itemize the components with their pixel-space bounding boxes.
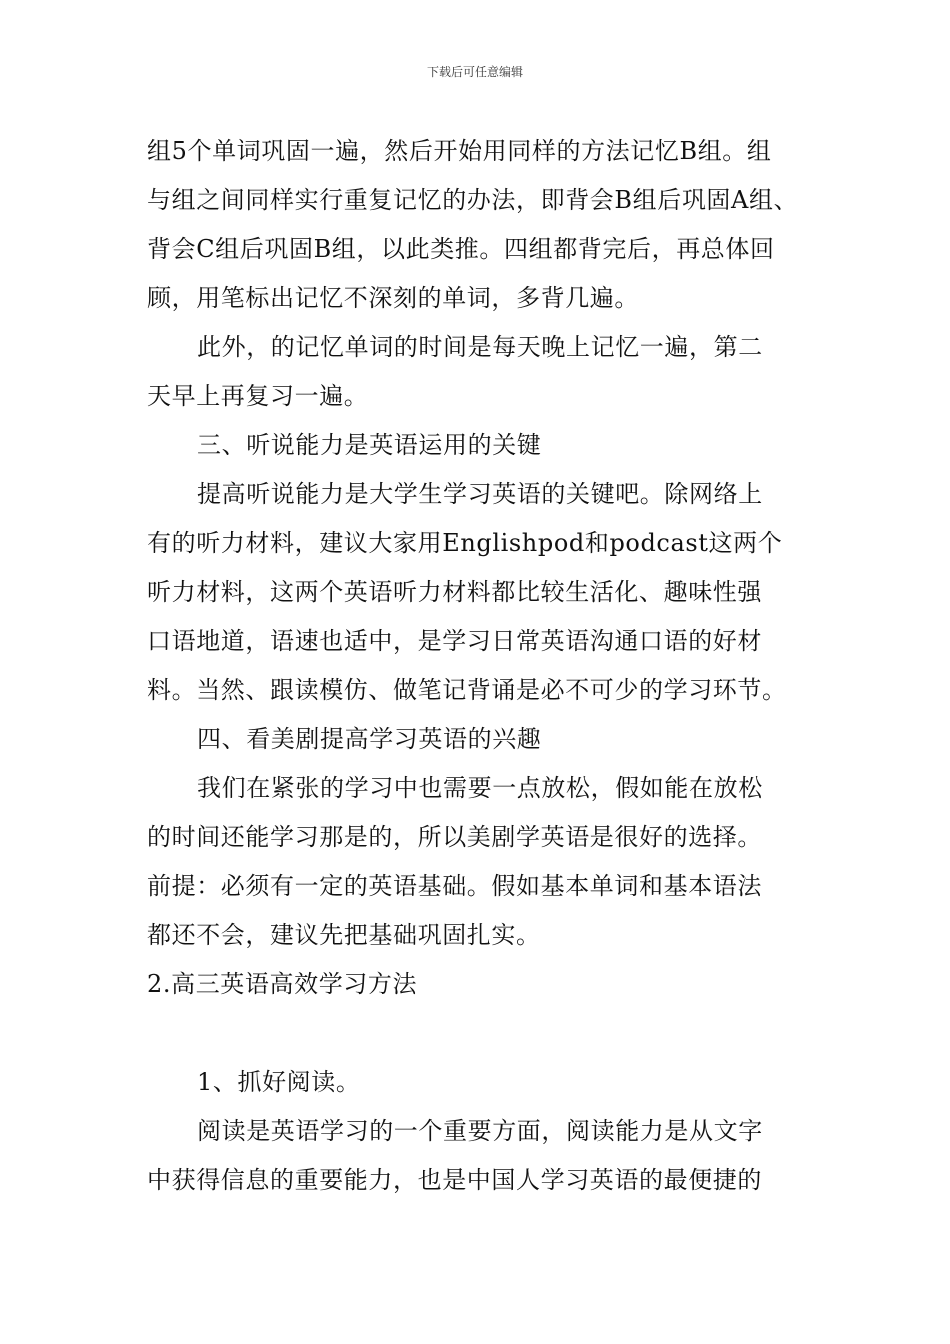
section-title: 2.高三英语高效学习方法 [147, 970, 418, 998]
paragraph-line: 料。当然、跟读模仿、做笔记背诵是必不可少的学习环节。 [147, 676, 787, 704]
paragraph-line: 阅读是英语学习的一个重要方面，阅读能力是从文字 [197, 1117, 763, 1145]
page-header: 下载后可任意编辑 [426, 65, 523, 79]
paragraph-line: 天早上再复习一遍。 [147, 382, 369, 410]
paragraph-line: 与组之间同样实行重复记忆的办法，即背会B组后巩固A组、 [147, 186, 799, 214]
paragraph-line: 顾，用笔标出记忆不深刻的单词，多背几遍。 [147, 284, 639, 312]
paragraph-line: 背会C组后巩固B组，以此类推。四组都背完后，再总体回 [147, 235, 775, 263]
paragraph-line: 此外，的记忆单词的时间是每天晚上记忆一遍，第二 [197, 333, 763, 361]
paragraph-line: 组5个单词巩固一遍，然后开始用同样的方法记忆B组。组 [147, 137, 772, 165]
paragraph-line: 提高听说能力是大学生学习英语的关键吧。除网络上 [197, 480, 763, 508]
paragraph-line: 都还不会，建议先把基础巩固扎实。 [147, 921, 541, 949]
paragraph-line: 听力材料，这两个英语听力材料都比较生活化、趣味性强 [147, 578, 762, 606]
blank-line [147, 1009, 812, 1058]
paragraph-line: 口语地道，语速也适中，是学习日常英语沟通口语的好材 [147, 627, 762, 655]
item-heading: 1、抓好阅读。 [197, 1068, 361, 1096]
document-body [147, 127, 812, 1205]
section-heading: 四、看美剧提高学习英语的兴趣 [197, 725, 542, 753]
paragraph-line: 中获得信息的重要能力，也是中国人学习英语的最便捷的 [147, 1166, 762, 1194]
paragraph-line: 我们在紧张的学习中也需要一点放松，假如能在放松 [197, 774, 763, 802]
paragraph-line: 有的听力材料，建议大家用Englishpod和podcast这两个 [147, 529, 783, 557]
paragraph-line: 的时间还能学习那是的，所以美剧学英语是很好的选择。 [147, 823, 762, 851]
section-heading: 三、听说能力是英语运用的关键 [197, 431, 542, 459]
paragraph-line: 前提：必须有一定的英语基础。假如基本单词和基本语法 [147, 872, 762, 900]
